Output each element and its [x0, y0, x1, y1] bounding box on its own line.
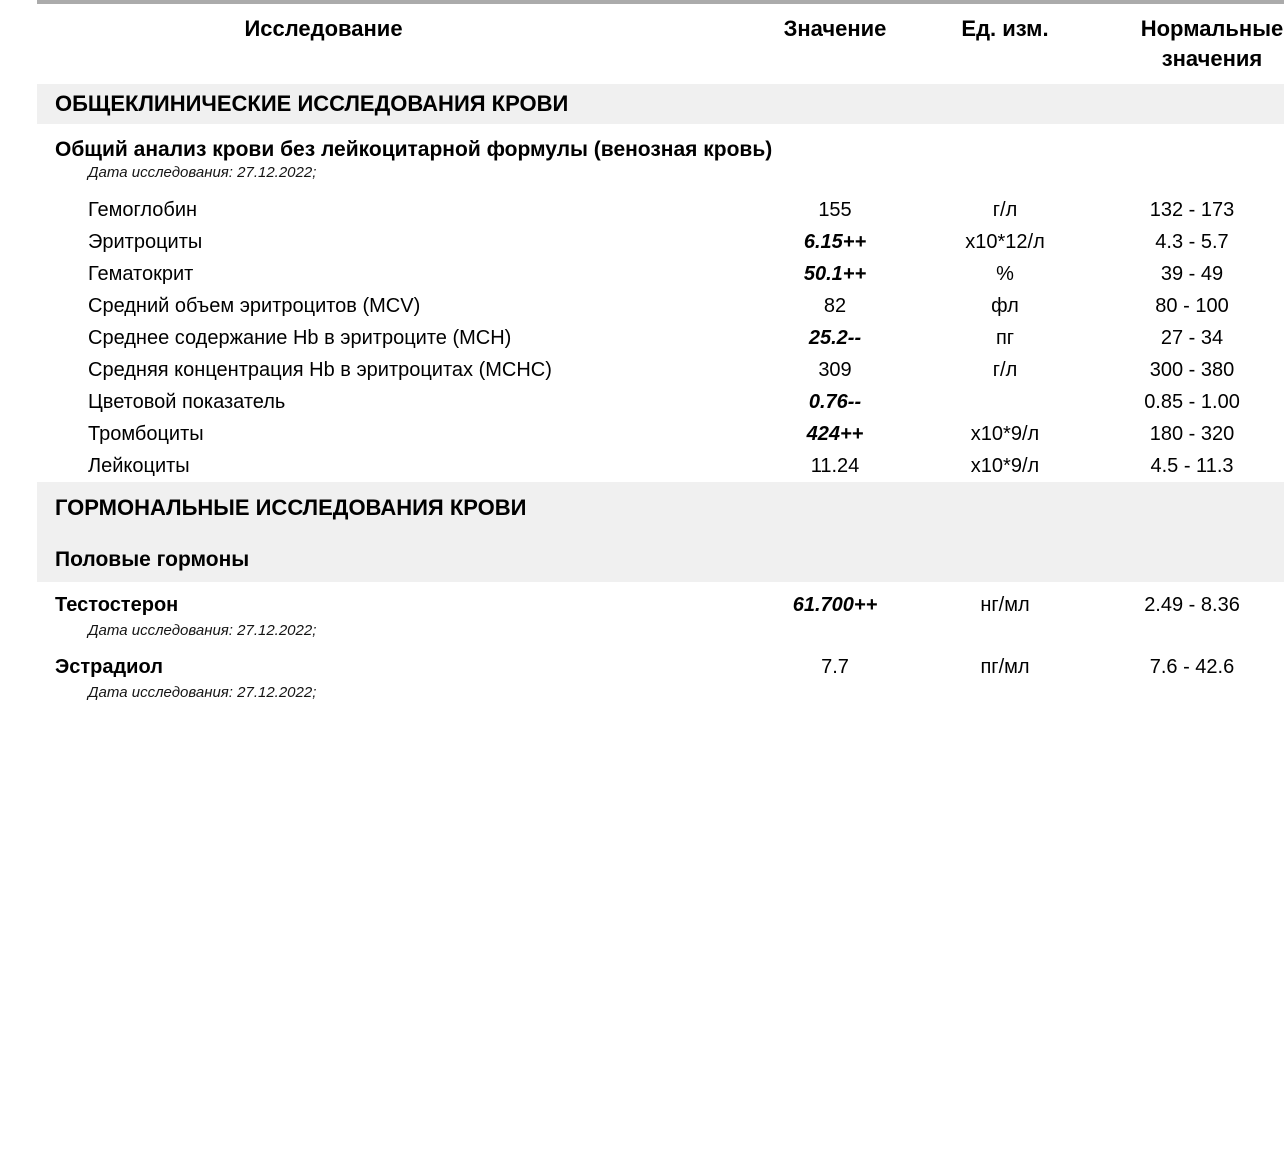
table-row [37, 322, 1284, 354]
test-value: 11.24 [810, 455, 860, 477]
table-row [37, 590, 1284, 620]
table-row [37, 386, 1284, 418]
section-header-general-blood: ОБЩЕКЛИНИЧЕСКИЕ ИССЛЕДОВАНИЯ КРОВИ [37, 84, 1284, 124]
test-value: 309 [818, 359, 852, 381]
test-units: г/л [992, 199, 1018, 221]
test-normal-range: 4.5 - 11.3 [1150, 455, 1234, 477]
column-header-units: Ед. изм. [961, 16, 1049, 41]
test-name: Тестостерон [55, 594, 179, 616]
hormone-test-entry [37, 590, 1284, 640]
test-name: Эритроциты [88, 231, 203, 253]
table-row [37, 418, 1284, 450]
test-units: г/л [992, 359, 1018, 381]
test-name: Эстрадиол [55, 656, 163, 678]
test-units: х10*9/л [970, 455, 1040, 477]
table-row [37, 290, 1284, 322]
test-units: х10*12/л [965, 231, 1045, 253]
test-normal-range: 27 - 34 [1160, 327, 1224, 349]
test-normal-range: 0.85 - 1.00 [1144, 391, 1240, 413]
section-header-hormones [37, 482, 1284, 582]
test-value: 155 [818, 199, 852, 221]
test-name: Тромбоциты [88, 423, 204, 445]
test-name: Гемоглобин [88, 199, 198, 221]
table-row [37, 450, 1284, 482]
test-value: 6.15++ [803, 231, 867, 253]
column-header-value: Значение [783, 16, 887, 41]
test-normal-range: 39 - 49 [1160, 263, 1224, 285]
test-value: 50.1++ [803, 263, 867, 285]
test-normal-range: 180 - 320 [1149, 423, 1235, 445]
test-name: Лейкоциты [88, 455, 190, 477]
study-date-note: Дата исследования: 27.12.2022; [88, 684, 317, 701]
test-value: 7.7 [821, 656, 849, 678]
test-normal-range: 2.49 - 8.36 [1144, 594, 1240, 616]
column-header-test: Исследование [244, 16, 403, 41]
test-units: нг/мл [980, 594, 1030, 616]
test-value: 25.2-- [808, 327, 862, 349]
test-value: 82 [823, 295, 847, 317]
test-value: 0.76-- [808, 391, 862, 413]
hormone-test-entry [37, 652, 1284, 702]
lab-results-document [37, 4, 1284, 714]
test-normal-range: 7.6 - 42.6 [1149, 656, 1235, 678]
test-normal-range: 4.3 - 5.7 [1155, 231, 1229, 253]
table-row [37, 652, 1284, 682]
study-date-note: Дата исследования: 27.12.2022; [88, 164, 317, 181]
test-name: Гематокрит [88, 263, 194, 285]
test-value: 61.700++ [792, 594, 878, 616]
test-name: Средний объем эритроцитов (MCV) [88, 295, 421, 317]
table-row [37, 258, 1284, 290]
test-normal-range: 132 - 173 [1149, 199, 1235, 221]
test-name: Среднее содержание Hb в эритроците (MCH) [88, 327, 512, 349]
table-row [37, 226, 1284, 258]
test-units: % [996, 263, 1014, 285]
table-header-row [37, 4, 1284, 74]
test-units: пг [995, 327, 1015, 349]
subsection-title-cbc: Общий анализ крови без лейкоцитарной формулы (венозная кровь) [55, 138, 773, 161]
table-row [37, 354, 1284, 386]
table-row [37, 194, 1284, 226]
test-units: фл [991, 295, 1019, 317]
subsection-title-sex-hormones: Половые гормоны [55, 548, 250, 571]
section-title-hormones: ГОРМОНАЛЬНЫЕ ИССЛЕДОВАНИЯ КРОВИ [55, 495, 527, 520]
test-value: 424++ [806, 423, 864, 445]
cbc-rows [37, 194, 1284, 482]
test-normal-range: 80 - 100 [1155, 295, 1229, 317]
test-units: х10*9/л [970, 423, 1040, 445]
test-name: Цветовой показатель [88, 391, 286, 413]
test-normal-range: 300 - 380 [1149, 359, 1235, 381]
hormone-tests [37, 590, 1284, 702]
study-date-note: Дата исследования: 27.12.2022; [88, 622, 317, 639]
test-units: пг/мл [980, 656, 1030, 678]
test-name: Средняя концентрация Hb в эритроцитах (MCHC) [88, 359, 552, 381]
column-header-normal: Нормальные значения [1140, 16, 1284, 71]
